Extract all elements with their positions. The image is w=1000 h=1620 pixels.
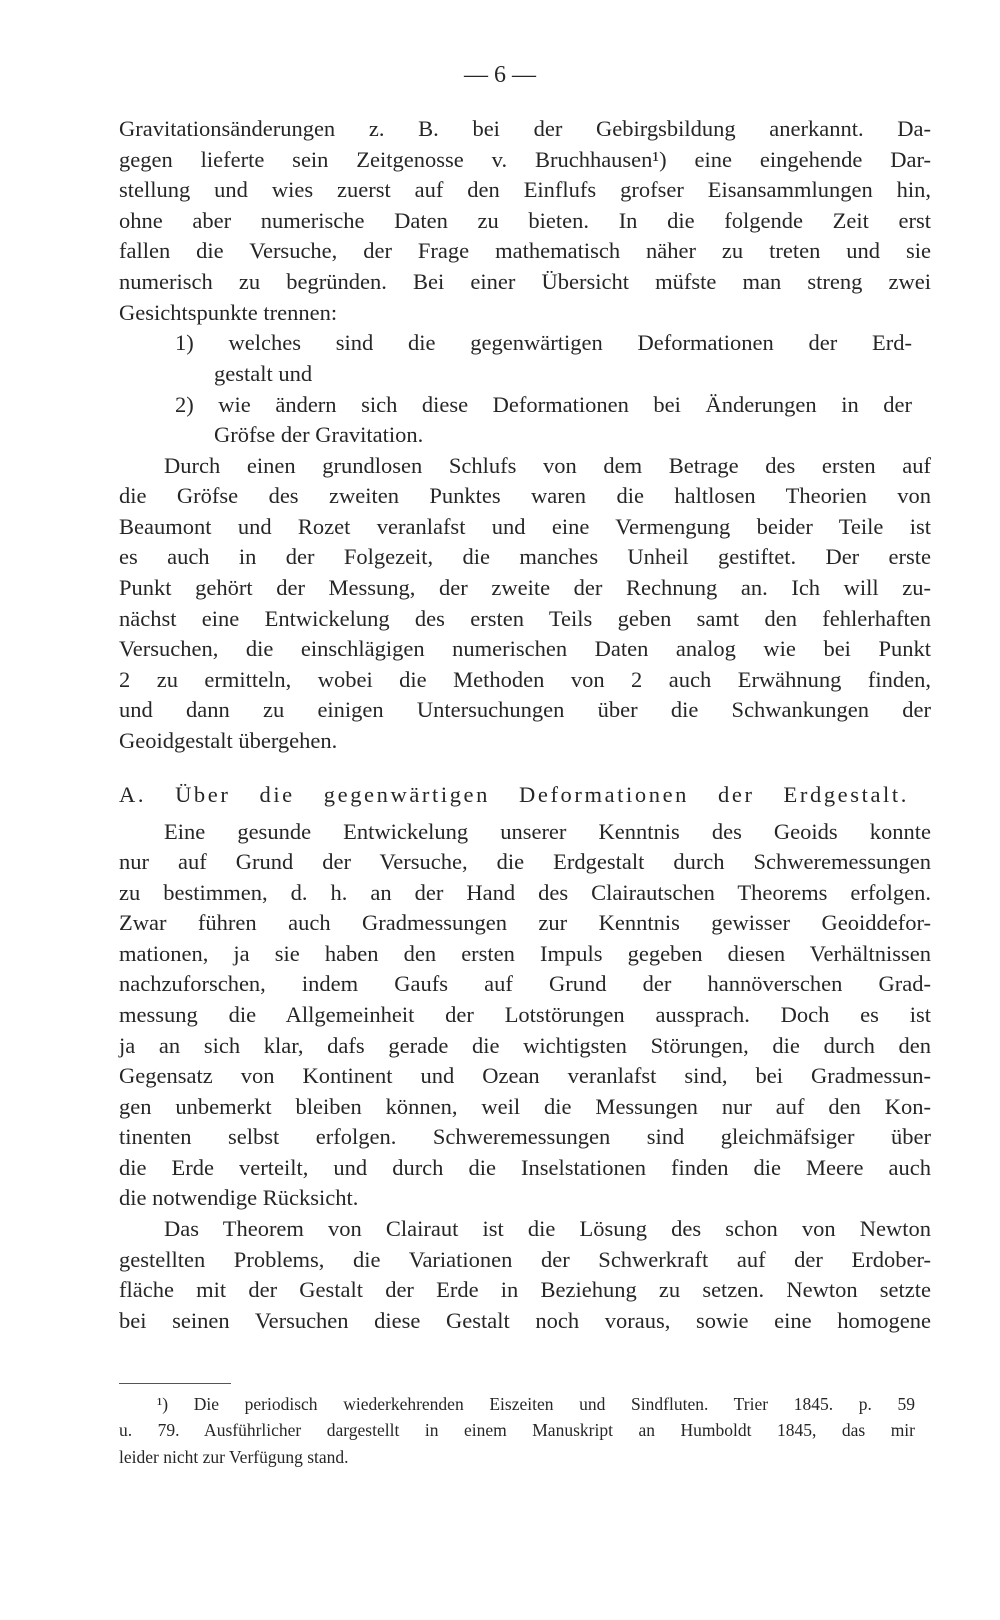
section-line: Gegensatz von Kontinent und Ozean veranlafst sind, bei Gradmessun- bbox=[119, 1063, 931, 1088]
body-line: Gesichtspunkte trennen: bbox=[119, 300, 338, 325]
section-line: nur auf Grund der Versuche, die Erdgestalt durch Schweremessungen bbox=[119, 849, 931, 874]
body-line: ohne aber numerische Daten zu bieten. In die folgende Zeit erst bbox=[119, 208, 931, 233]
body-line: Durch einen grundlosen Schlufs von dem Betrage des ersten auf bbox=[164, 453, 931, 478]
list-item-2-continuation: Gröfse der Gravitation. bbox=[214, 422, 424, 447]
section-line: ja an sich klar, dafs gerade die wichtigsten Störungen, die durch den bbox=[119, 1033, 931, 1058]
page-number: — 6 — bbox=[464, 62, 536, 88]
section-line: gestellten Problems, die Variationen der Schwerkraft auf der Erdober- bbox=[119, 1247, 931, 1272]
footnote-divider bbox=[119, 1383, 231, 1384]
section-line: gen unbemerkt bleiben können, weil die Messungen nur auf den Kon- bbox=[119, 1094, 931, 1119]
list-item-2: 2) wie ändern sich diese Deformationen bei Änderungen in der bbox=[175, 392, 912, 417]
section-line: messung die Allgemeinheit der Lotstörungen aussprach. Doch es ist bbox=[119, 1002, 931, 1027]
section-line: Eine gesunde Entwickelung unserer Kenntnis des Geoids konnte bbox=[164, 819, 931, 844]
section-line: die notwendige Rücksicht. bbox=[119, 1185, 359, 1210]
section-line: mationen, ja sie haben den ersten Impuls gegeben diesen Verhältnissen bbox=[119, 941, 931, 966]
section-line: zu bestimmen, d. h. an der Hand des Clairautschen Theorems erfolgen. bbox=[119, 880, 931, 905]
footnote-line: ¹) Die periodisch wiederkehrenden Eiszeiten und Sindfluten. Trier 1845. p. 59 bbox=[157, 1394, 915, 1414]
body-line: Geoidgestalt übergehen. bbox=[119, 728, 338, 753]
section-line: tinenten selbst erfolgen. Schweremessungen sind gleichmäfsiger über bbox=[119, 1124, 931, 1149]
body-line: Punkt gehört der Messung, der zweite der Rechnung an. Ich will zu- bbox=[119, 575, 931, 600]
body-line: und dann zu einigen Untersuchungen über die Schwankungen der bbox=[119, 697, 931, 722]
section-line: bei seinen Versuchen diese Gestalt noch voraus, sowie eine homogene bbox=[119, 1308, 931, 1333]
section-line: Zwar führen auch Gradmessungen zur Kenntnis gewisser Geoiddefor- bbox=[119, 910, 931, 935]
section-line: fläche mit der Gestalt der Erde in Beziehung zu setzen. Newton setzte bbox=[119, 1277, 931, 1302]
body-line: es auch in der Folgezeit, die manches Unheil gestiftet. Der erste bbox=[119, 544, 931, 569]
body-line: nächst eine Entwickelung des ersten Teils geben samt den fehlerhaften bbox=[119, 606, 931, 631]
body-line: die Gröfse des zweiten Punktes waren die haltlosen Theorien von bbox=[119, 483, 931, 508]
body-line: Versuchen, die einschlägigen numerischen Daten analog wie bei Punkt bbox=[119, 636, 931, 661]
list-item-1-continuation: gestalt und bbox=[214, 361, 313, 386]
section-heading: A. Über die gegenwärtigen Deformationen der Erdgestalt. bbox=[119, 782, 909, 807]
body-line: Beaumont und Rozet veranlafst und eine Vermengung beider Teile ist bbox=[119, 514, 931, 539]
footnote-line: leider nicht zur Verfügung stand. bbox=[119, 1447, 349, 1467]
section-line: die Erde verteilt, und durch die Inselstationen finden die Meere auch bbox=[119, 1155, 931, 1180]
section-line: Das Theorem von Clairaut ist die Lösung des schon von Newton bbox=[164, 1216, 931, 1241]
section-line: nachzuforschen, indem Gaufs auf Grund der hannöverschen Grad- bbox=[119, 971, 931, 996]
list-item-1: 1) welches sind die gegenwärtigen Deformationen der Erd- bbox=[175, 330, 912, 355]
body-line: stellung und wies zuerst auf den Einflufs grofser Eisansammlungen hin, bbox=[119, 177, 931, 202]
body-line: numerisch zu begründen. Bei einer Übersicht müfste man streng zwei bbox=[119, 269, 931, 294]
body-line: fallen die Versuche, der Frage mathematisch näher zu treten und sie bbox=[119, 238, 931, 263]
body-line: Gravitationsänderungen z. B. bei der Gebirgsbildung anerkannt. Da- bbox=[119, 116, 931, 141]
body-line: 2 zu ermitteln, wobei die Methoden von 2 auch Erwähnung finden, bbox=[119, 667, 931, 692]
footnote-line: u. 79. Ausführlicher dargestellt in einem Manuskript an Humboldt 1845, das mir bbox=[119, 1420, 915, 1440]
body-line: gegen lieferte sein Zeitgenosse v. Bruchhausen¹) eine eingehende Dar- bbox=[119, 147, 931, 172]
